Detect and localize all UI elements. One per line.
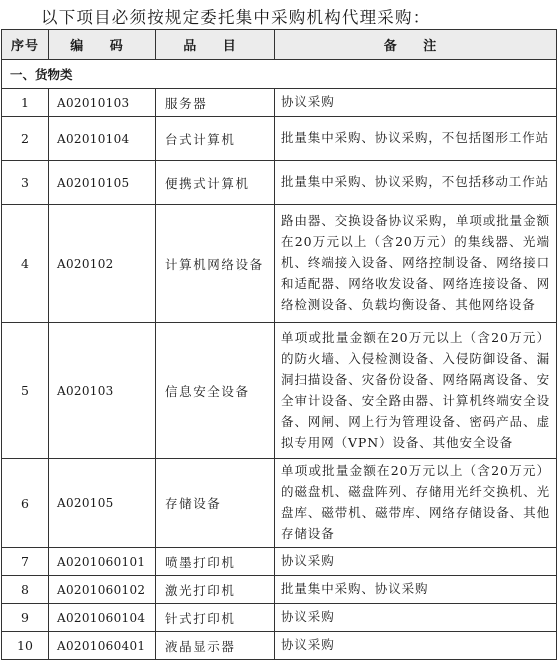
header-code: 编 码 [49, 30, 156, 60]
row-code: A02010104 [49, 117, 156, 161]
row-code: A020102 [49, 205, 156, 323]
row-code: A0201060104 [49, 604, 156, 632]
row-name: 针式打印机 [156, 604, 275, 632]
row-seq: 1 [2, 89, 49, 117]
table-row [2, 632, 557, 660]
category-label: 一、货物类 [2, 60, 557, 89]
row-code: A0201060102 [49, 576, 156, 604]
row-note: 单项或批量金额在20万元以上（含20万元）的防火墙、入侵检测设备、入侵防御设备、漏洞扫描设备、灾备份设备、网络隔离设备、安全审计设备、安全路由器、计算机终端安全设备、网闸、网上行为管理设备、密码产品、虚拟专用网（VPN）设备、其他安全设备 [275, 323, 557, 459]
header-name: 品 目 [156, 30, 275, 60]
row-name: 计算机网络设备 [156, 205, 275, 323]
row-name: 喷墨打印机 [156, 548, 275, 576]
row-seq: 3 [2, 161, 49, 205]
row-seq: 5 [2, 323, 49, 459]
row-seq: 2 [2, 117, 49, 161]
table-row [2, 205, 557, 323]
row-name: 激光打印机 [156, 576, 275, 604]
row-seq: 8 [2, 576, 49, 604]
row-seq: 4 [2, 205, 49, 323]
table-row [2, 548, 557, 576]
table-row [2, 117, 557, 161]
procurement-table [1, 29, 557, 660]
row-code: A0201060101 [49, 548, 156, 576]
row-note: 路由器、交换设备协议采购，单项或批量金额在20万元以上（含20万元）的集线器、光端机、终端接入设备、网络控制设备、网络接口和适配器、网络收发设备、网络连接设备、网络检测设备、负载均衡设备、其他网络设备 [275, 205, 557, 323]
table-row [2, 459, 557, 548]
row-seq: 7 [2, 548, 49, 576]
row-note: 协议采购 [275, 89, 557, 117]
category-row [2, 60, 557, 89]
table-row [2, 323, 557, 459]
row-note: 协议采购 [275, 548, 557, 576]
row-note: 批量集中采购、协议采购，不包括移动工作站 [275, 161, 557, 205]
row-code: A0201060401 [49, 632, 156, 660]
row-code: A020103 [49, 323, 156, 459]
row-name: 液晶显示器 [156, 632, 275, 660]
header-note: 备 注 [275, 30, 557, 60]
row-name: 信息安全设备 [156, 323, 275, 459]
row-note: 协议采购 [275, 632, 557, 660]
row-name: 便携式计算机 [156, 161, 275, 205]
table-row [2, 161, 557, 205]
row-name: 台式计算机 [156, 117, 275, 161]
row-seq: 10 [2, 632, 49, 660]
row-code: A02010105 [49, 161, 156, 205]
table-row [2, 89, 557, 117]
row-seq: 9 [2, 604, 49, 632]
row-code: A020105 [49, 459, 156, 548]
row-seq: 6 [2, 459, 49, 548]
row-note: 单项或批量金额在20万元以上（含20万元）的磁盘机、磁盘阵列、存储用光纤交换机、光盘库、磁带机、磁带库、网络存储设备、其他存储设备 [275, 459, 557, 548]
row-note: 协议采购 [275, 604, 557, 632]
row-note: 批量集中采购、协议采购 [275, 576, 557, 604]
header-seq: 序号 [2, 30, 49, 60]
table-row [2, 604, 557, 632]
row-name: 存储设备 [156, 459, 275, 548]
table-row [2, 576, 557, 604]
intro-text: 以下项目必须按规定委托集中采购机构代理采购： [41, 8, 431, 27]
row-code: A02010103 [49, 89, 156, 117]
header-row [2, 30, 557, 60]
row-note: 批量集中采购、协议采购，不包括图形工作站 [275, 117, 557, 161]
row-name: 服务器 [156, 89, 275, 117]
